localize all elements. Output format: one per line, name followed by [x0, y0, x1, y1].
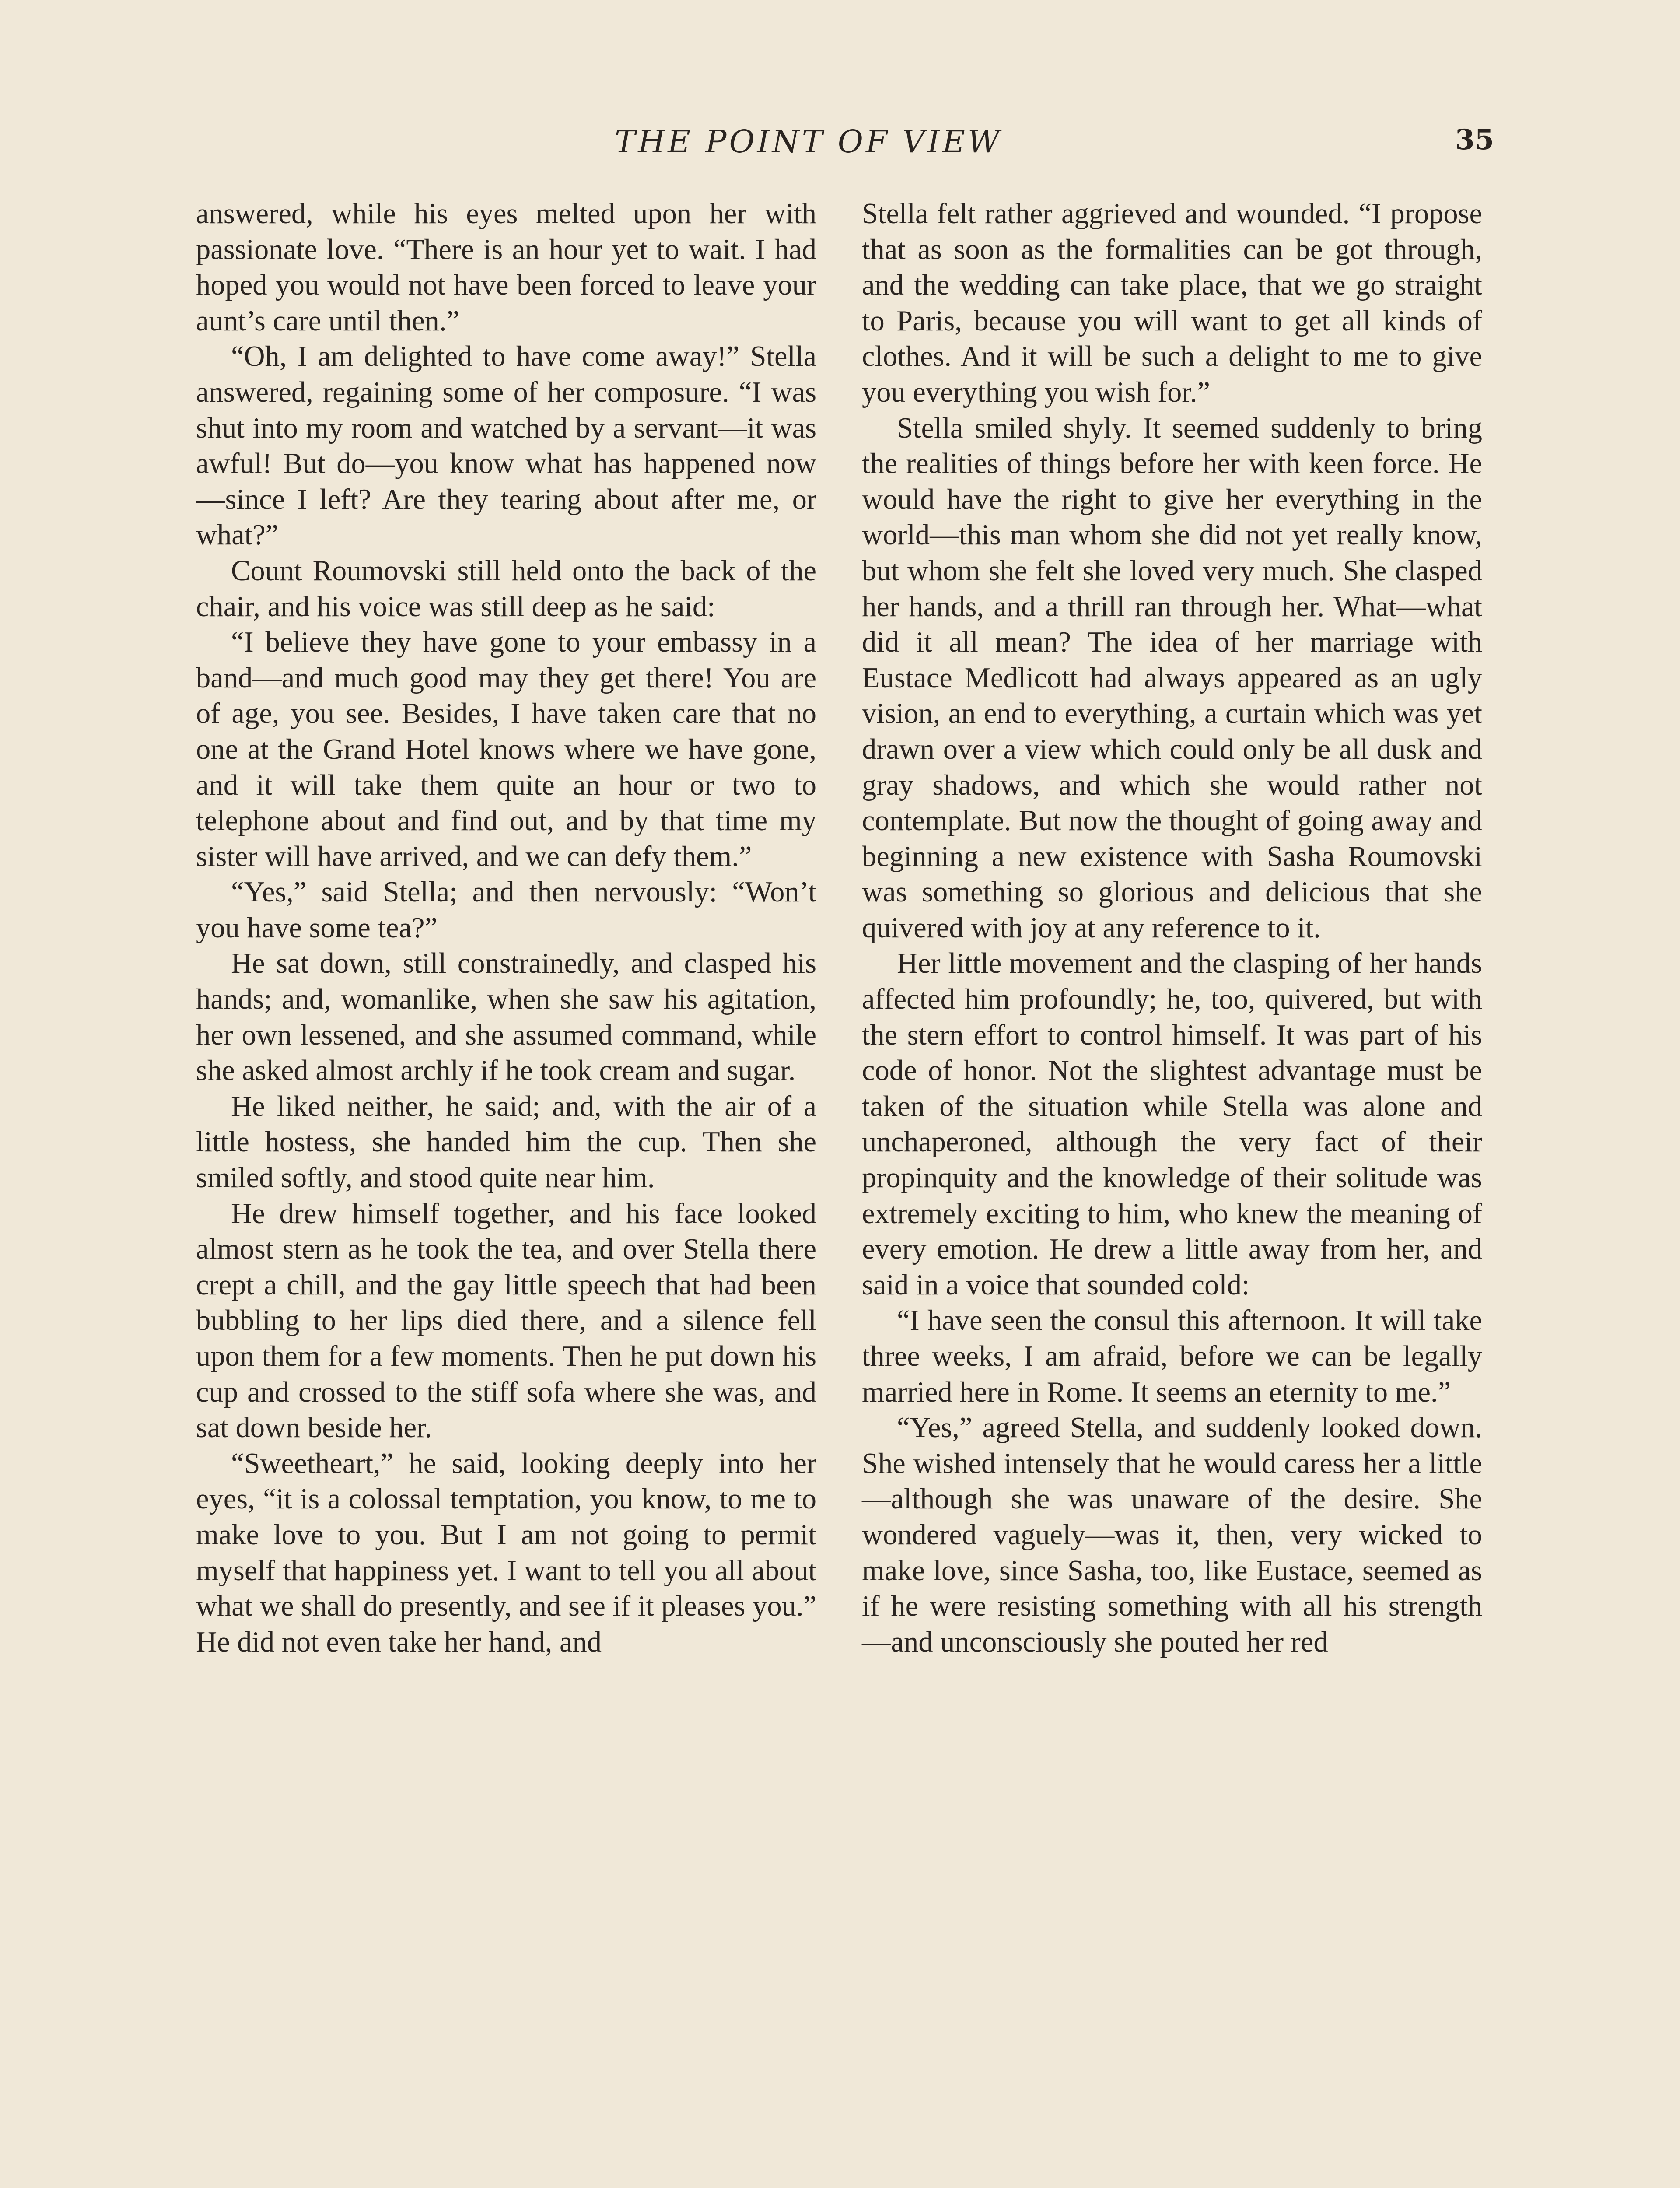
paragraph: “Yes,” agreed Stella, and suddenly looked down. She wished intensely that he would caress her a little—although she was unaware of the desire. She wondered vaguely—was it, then, very wicked to make love, since Sasha, too, like Eustace, seemed as if he were resisting something with all his strength —and unconsciously she pouted her red — [862, 1412, 1482, 1658]
paragraph: “I believe they have gone to your embassy in a band—and much good may they get there! You are of age, you see. Besides, I have taken care that no one at the Grand Hotel knows where we have gone, and it will take them quite an hour or two to telephone about and find out, and by that time my sister will have arrived, and we can defy them.” — [196, 626, 816, 873]
paragraph: “Oh, I am delighted to have come away!” Stella answered, regaining some of her composure. “I was shut into my room and watched by a servant—it was awful! But do—you know what has happened now—since I left? Are they tearing about after me, or what?” — [196, 340, 816, 551]
page-number: 35 — [1455, 123, 1494, 156]
left-text-column — [196, 196, 816, 1660]
paragraph: “Yes,” said Stella; and then nervously: “Won’t you have some tea?” — [196, 876, 816, 944]
paragraph: He sat down, still constrainedly, and clasped his hands; and, womanlike, when she saw his agitation, her own lessened, and she assumed command, while she asked almost archly if he took cream and sugar. — [196, 947, 816, 1087]
paragraph: Stella smiled shyly. It seemed suddenly to bring the realities of things before her with keen force. He would have the right to give her everything in the world—this man whom she did not yet really know, but whom she felt she loved very much. She clasped her hands, and a thrill ran through her. What—what did it all mean? The idea of her marriage with Eustace Medlicott had always appeared as an ugly vision, an end to everything, a curtain which was yet drawn over a view which could only be all dusk and gray shadows, and which she would rather not contemplate. But now the thought of going away and beginning a new existence with Sasha Roumovski was something so glorious and delicious that she quivered with joy at any reference to it. — [862, 412, 1482, 944]
paragraph: He liked neither, he said; and, with the air of a little hostess, she handed him the cup. Then she smiled softly, and stood quite near him. — [196, 1090, 816, 1194]
paragraph: He drew himself together, and his face looked almost stern as he took the tea, and over Stella there crept a chill, and the gay little speech that had been bubbling to her lips died there, and a silence fell upon them for a few moments. Then he put down his cup and crossed to the stiff sofa where she was, and sat down beside her. — [196, 1197, 816, 1444]
paragraph: Her little movement and the clasping of her hands affected him profoundly; he, too, quivered, but with the stern effort to control himself. It was part of his code of honor. Not the slightest advantage must be taken of the situation while Stella was alone and unchaperoned, although the very fact of their propinquity and the knowledge of their solitude was extremely exciting to him, who knew the meaning of every emotion. He drew a little away from her, and said in a voice that sounded cold: — [862, 947, 1482, 1301]
paragraph: answered, while his eyes melted upon her with passionate love. “There is an hour yet to wait. I had hoped you would not have been forced to leave your aunt’s care until then.” — [196, 198, 816, 337]
paragraph: Count Roumovski still held onto the back of the chair, and his voice was still deep as he said: — [196, 554, 816, 623]
running-head-title: THE POINT OF VIEW — [615, 123, 1002, 160]
paragraph: Stella felt rather aggrieved and wounded. “I propose that as soon as the formalities can be got through, and the wedding can take place, that we go straight to Paris, because you will want to get all kinds of clothes. And it will be such a delight to me to give you everything you wish for.” — [862, 198, 1482, 408]
paragraph: “Sweetheart,” he said, looking deeply into her eyes, “it is a colossal temptation, you know, to me to make love to you. But I am not going to permit myself that happiness yet. I want to tell you all about what we shall do presently, and see if it pleases you.” He did not even take her hand, and — [196, 1447, 816, 1658]
right-text-column — [862, 196, 1482, 1660]
paragraph: “I have seen the consul this afternoon. It will take three weeks, I am afraid, before we can be legally married here in Rome. It seems an eternity to me.” — [862, 1304, 1482, 1408]
